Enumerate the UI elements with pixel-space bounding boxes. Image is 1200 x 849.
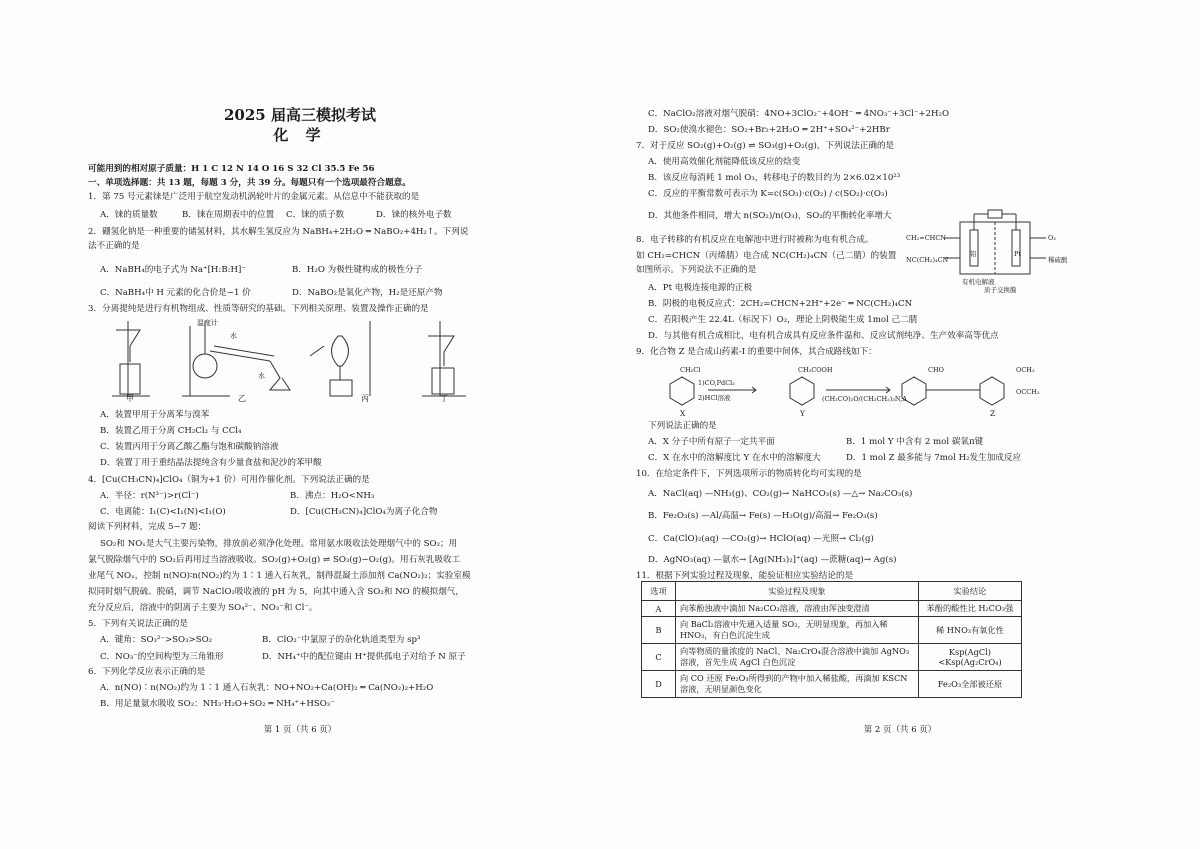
section-heading: 一、单项选择题：共 13 题，每题 3 分，共 39 分。每题只有一个选项最符合题意。 bbox=[88, 178, 411, 188]
question-8-cont-1: 如 CH₂=CHCN（丙烯腈）电合成 NC(CH₂)₄CN（己二腈）的装置 bbox=[636, 251, 897, 261]
compound-x-label: X bbox=[680, 409, 686, 418]
q5-option-c: C．NO₃⁻的空间构型为三角锥形 bbox=[100, 652, 224, 662]
material-line-5: 充分反应后，溶液中的阴离子主要为 SO₄²⁻、NO₃⁻和 Cl⁻。 bbox=[88, 603, 318, 613]
q6-option-b: B．用足量氨水吸收 SO₂：NH₃·H₂O+SO₂ ═ NH₄⁺+HSO₃⁻ bbox=[100, 699, 335, 709]
q3-option-d: D．装置丁用于重结晶法提纯含有少量食盐和泥沙的苯甲酸 bbox=[100, 458, 322, 468]
question-1: 1．第 75 号元素铼是广泛用于航空发动机涡轮叶片的金属元素。从信息中不能获取的是 bbox=[88, 192, 420, 202]
row-procedure: 向 BaCl₂溶液中先通入适量 SO₂，无明显现象，再加入稀 HNO₃，有白色沉淀生成 bbox=[675, 617, 918, 644]
table-row bbox=[642, 671, 1022, 698]
route-reagent-3: (CH₃CO)₂O/(CH₃CH₂)₃N,Δ bbox=[822, 395, 907, 403]
apparatus-label-b: 乙 bbox=[238, 394, 246, 403]
compound-y-label: Y bbox=[800, 409, 805, 418]
q10-option-c: C．Ca(ClO)₂(aq) —CO₂(g)→ HClO(aq) —光照→ Cl₂(g) bbox=[648, 534, 874, 544]
q6-option-a: A．n(NO)∶n(NO₂)约为 1∶1 通入石灰乳：NO+NO₂+Ca(OH)₂ ═ Ca(NO₂)₂+H₂O bbox=[100, 683, 434, 693]
row-option: C bbox=[642, 644, 676, 671]
material-line-3: 业尾气 NOₓ，控制 n(NO)∶n(NO₂)约为 1∶1 通入石灰乳，制得混凝土添加剂 Ca(NO₂)₂；实验室模 bbox=[88, 571, 471, 581]
group-och3: OCH₃ bbox=[1016, 366, 1035, 374]
apparatus-label-a: 甲 bbox=[126, 394, 134, 403]
question-6: 6．下列化学反应表示正确的是 bbox=[88, 667, 206, 677]
q10-option-a: A．NaCl(aq) —NH₃(g)、CO₂(g)→ NaHCO₃(s) —△→ Na₂CO₃(s) bbox=[648, 489, 913, 499]
q3-option-a: A．装置甲用于分离苯与溴苯 bbox=[100, 410, 210, 420]
header-conclusion: 实验结论 bbox=[918, 582, 1021, 601]
group-occh3: OCCH₃ bbox=[1016, 388, 1040, 396]
table-row bbox=[642, 644, 1022, 671]
q5-option-d: D．NH₄⁺中的配位键由 H⁺提供孤电子对给予 N 原子 bbox=[262, 652, 466, 662]
q6-option-d: D．SO₂使溴水褪色：SO₂+Br₂+2H₂O ═ 2H⁺+SO₄²⁻+2HBr bbox=[648, 125, 890, 135]
q9-option-c: C．X 在水中的溶解度比 Y 在水中的溶解度大 bbox=[648, 453, 821, 463]
q7-option-a: A．使用高效催化剂能降低该反应的焓变 bbox=[648, 157, 801, 167]
cell-label-lead: 铅 bbox=[970, 250, 977, 258]
q7-option-c: C．反应的平衡常数可表示为 K=c(SO₃)·c(O₂) / c(SO₂)·c(O₃) bbox=[648, 189, 888, 199]
q6-option-c: C．NaClO₂溶液对烟气脱硝：4NO+3ClO₂⁻+4OH⁻ ═ 4NO₃⁻+3Cl⁻+2H₂O bbox=[648, 109, 950, 119]
cell-label-organic-electrolyte: 有机电解液 bbox=[962, 278, 995, 286]
q9-option-d: D．1 mol Z 最多能与 7mol H₂发生加成反应 bbox=[846, 453, 1022, 463]
question-2-cont: 法不正确的是 bbox=[88, 241, 140, 251]
q2-option-b: B．H₂O 为极性键构成的极性分子 bbox=[292, 265, 423, 275]
header-option: 选项 bbox=[642, 582, 676, 601]
q7-option-b: B．该反应每消耗 1 mol O₃，转移电子的数目约为 2×6.02×10²³ bbox=[648, 173, 901, 183]
q4-option-a: A．半径：r(N³⁻)>r(Cl⁻) bbox=[100, 491, 199, 501]
q5-option-a: A．键角：SO₃²⁻>SO₃>SO₂ bbox=[100, 635, 213, 645]
table-row bbox=[642, 617, 1022, 644]
row-option: D bbox=[642, 671, 676, 698]
q3-option-c: C．装置丙用于分离乙酸乙酯与饱和碳酸钠溶液 bbox=[100, 442, 279, 452]
page-1-footer: 第 1 页（共 6 页） bbox=[263, 725, 337, 735]
synthesis-route-diagram bbox=[640, 362, 1060, 416]
row-option: B bbox=[642, 617, 676, 644]
water-in-label: 水 bbox=[230, 332, 237, 340]
material-line-4: 拟同时烟气脱硫、脱硝，调节 NaClO₂吸收液的 pH 为 5，向其中通入含 SO₂和 NO 的模拟烟气， bbox=[88, 587, 464, 597]
atomic-masses: 可能用到的相对原子质量：H 1 C 12 N 14 O 16 S 32 Cl 35.5 Fe 56 bbox=[88, 164, 375, 174]
electrolytic-cell-diagram bbox=[930, 208, 1060, 288]
reading-intro: 阅读下列材料，完成 5~7 题： bbox=[88, 522, 207, 532]
q4-option-d: D．[Cu(CH₃CN)₄]ClO₄为离子化合物 bbox=[290, 507, 438, 517]
q10-option-b: B．Fe₂O₃(s) —Al/高温→ Fe(s) —H₂O(g)/高温→ Fe₂O₃(s) bbox=[648, 511, 878, 521]
table-header-row bbox=[642, 582, 1022, 601]
q1-option-b: B．铼在周期表中的位置 bbox=[182, 210, 275, 220]
question-8: 8．电子转移的有机反应在电解池中进行时被称为电有机合成。 bbox=[636, 235, 874, 245]
row-procedure: 向 CO 还原 Fe₂O₃所得到的产物中加入稀盐酸，再滴加 KSCN 溶液，无明显颜色变化 bbox=[675, 671, 918, 698]
q8-option-b: B．阴极的电极反应式：2CH₂=CHCN+2H⁺+2e⁻ ═ NC(CH₂)₄CN bbox=[648, 299, 913, 309]
q8-option-d: D．与其他有机合成相比，电有机合成具有反应条件温和、反应试剂纯净、生产效率高等优点 bbox=[648, 331, 999, 341]
q10-option-d: D．AgNO₃(aq) —氨水→ [Ag(NH₃)₂]⁺(aq) —蔗糖(aq)→ Ag(s) bbox=[648, 555, 897, 565]
q5-option-b: B．ClO₂⁻中氯原子的杂化轨道类型为 sp³ bbox=[262, 635, 421, 645]
row-conclusion: Ksp(AgCl)<Ksp(Ag₂CrO₄) bbox=[918, 644, 1021, 671]
cell-label-membrane: 质子交换膜 bbox=[984, 286, 1017, 294]
cell-label-pt: Pt bbox=[1014, 250, 1021, 258]
question-4: 4．[Cu(CH₃CN)₄]ClO₄（铜为+1 价）可用作催化剂。下列说法正确的是 bbox=[88, 475, 370, 485]
water-out-label: 水 bbox=[258, 372, 265, 380]
q9-option-a: A．X 分子中所有原子一定共平面 bbox=[648, 437, 775, 447]
group-ch2cooh: CH₂COOH bbox=[798, 366, 833, 374]
apparatus-label-d: 丁 bbox=[440, 394, 448, 403]
question-2: 2．硼氢化钠是一种重要的储氢材料，其水解生氢反应为 NaBH₄+2H₂O ═ NaBO₂+4H₂↑。下列说 bbox=[88, 227, 469, 237]
cell-label-sulfuric: 稀硫酸 bbox=[1048, 256, 1068, 264]
q2-option-a: A．NaBH₄的电子式为 Na⁺[H:B:H]⁻ bbox=[100, 265, 246, 275]
q4-option-b: B．沸点：H₂O<NH₃ bbox=[290, 491, 375, 501]
header-procedure: 实验过程及现象 bbox=[675, 582, 918, 601]
question-5: 5．下列有关说法正确的是 bbox=[88, 619, 188, 629]
row-conclusion: 稀 HNO₃有氧化性 bbox=[918, 617, 1021, 644]
q1-option-c: C．铼的质子数 bbox=[286, 210, 345, 220]
q3-option-b: B．装置乙用于分离 CH₂Cl₂ 与 CCl₄ bbox=[100, 426, 242, 436]
page-2-footer: 第 2 页（共 6 页） bbox=[863, 725, 937, 735]
question-9: 9．化合物 Z 是合成山药素-I 的重要中间体，其合成路线如下： bbox=[636, 347, 877, 357]
q1-option-a: A．铼的质量数 bbox=[100, 210, 158, 220]
route-reagent-2: 2)HCl溶液 bbox=[698, 394, 731, 402]
page-2 bbox=[600, 0, 1200, 849]
cell-label-adiponitrile: NC(CH₂)₄CN bbox=[906, 256, 949, 264]
q9-question: 下列说法正确的是 bbox=[648, 421, 717, 431]
q2-option-c: C．NaBH₄中 H 元素的化合价是−1 价 bbox=[100, 288, 251, 298]
cell-label-acrylonitrile: CH₂=CHCN bbox=[906, 234, 946, 242]
material-line-2: 氯气脱除烟气中的 SO₂后再用过当溶液吸收。SO₂(g)+O₂(g) ⇌ SO₃(g)−O₂(g)。用石灰乳吸收工 bbox=[88, 555, 461, 565]
group-cho: CHO bbox=[928, 366, 944, 374]
row-procedure: 向等物质的量浓度的 NaCl、Na₂CrO₄混合溶液中滴加 AgNO₃溶液，首先生成 AgCl 白色沉淀 bbox=[675, 644, 918, 671]
table-row bbox=[642, 601, 1022, 617]
exam-title: 2025 届高三模拟考试 bbox=[224, 106, 376, 124]
question-8-cont-2: 如图所示。下列说法不正确的是 bbox=[636, 265, 757, 275]
experiment-table bbox=[641, 581, 1022, 698]
apparatus-figure bbox=[110, 316, 480, 402]
q8-option-a: A．Pt 电极连接电源的正极 bbox=[648, 283, 753, 293]
row-procedure: 向苯酚浊液中滴加 Na₂CO₃溶液，溶液由浑浊变澄清 bbox=[675, 601, 918, 617]
row-conclusion: Fe₂O₃全部被还原 bbox=[918, 671, 1021, 698]
group-ch2cl: CH₂Cl bbox=[680, 366, 701, 374]
apparatus-label-c: 丙 bbox=[361, 394, 369, 403]
q4-option-c: C．电离能：I₁(C)<I₁(N)<I₁(O) bbox=[100, 507, 226, 517]
material-line-1: SO₂和 NOₓ是大气主要污染物，排放前必须净化处理。常用氨水吸收法处理烟气中的 SO₂；用 bbox=[100, 539, 458, 549]
question-10: 10．在给定条件下，下列选项所示的物质转化均可实现的是 bbox=[636, 469, 862, 479]
q7-option-d: D．其他条件相同，增大 n(SO₂)/n(O₃)，SO₂的平衡转化率增大 bbox=[648, 211, 892, 221]
route-reagent-1: 1)CO,PdCl₂ bbox=[698, 379, 735, 387]
question-11: 11．根据下列实验过程及现象，能验证相应实验结论的是 bbox=[636, 571, 854, 581]
q2-option-d: D．NaBO₂是氧化产物，H₂是还原产物 bbox=[292, 288, 443, 298]
compound-z-label: Z bbox=[990, 409, 996, 418]
row-conclusion: 苯酚的酸性比 H₂CO₃强 bbox=[918, 601, 1021, 617]
thermometer-label: 温度计 bbox=[197, 319, 218, 327]
row-option: A bbox=[642, 601, 676, 617]
question-7: 7．对于反应 SO₂(g)+O₂(g) ⇌ SO₃(g)+O₂(g)，下列说法正确的是 bbox=[636, 141, 895, 151]
question-3: 3．分离提纯是进行有机物组成、性质等研究的基础。下列相关原理、装置及操作正确的是 bbox=[88, 304, 429, 314]
q9-option-b: B．1 mol Y 中含有 2 mol 碳氧π键 bbox=[846, 437, 984, 447]
subject-title: 化 学 bbox=[273, 126, 327, 144]
q8-option-c: C．若阳极产生 22.4L（标况下）O₂，理论上阴极能生成 1mol 己二腈 bbox=[648, 315, 918, 325]
cell-label-o2: O₂ bbox=[1048, 234, 1056, 242]
q1-option-d: D．铼的核外电子数 bbox=[376, 210, 452, 220]
